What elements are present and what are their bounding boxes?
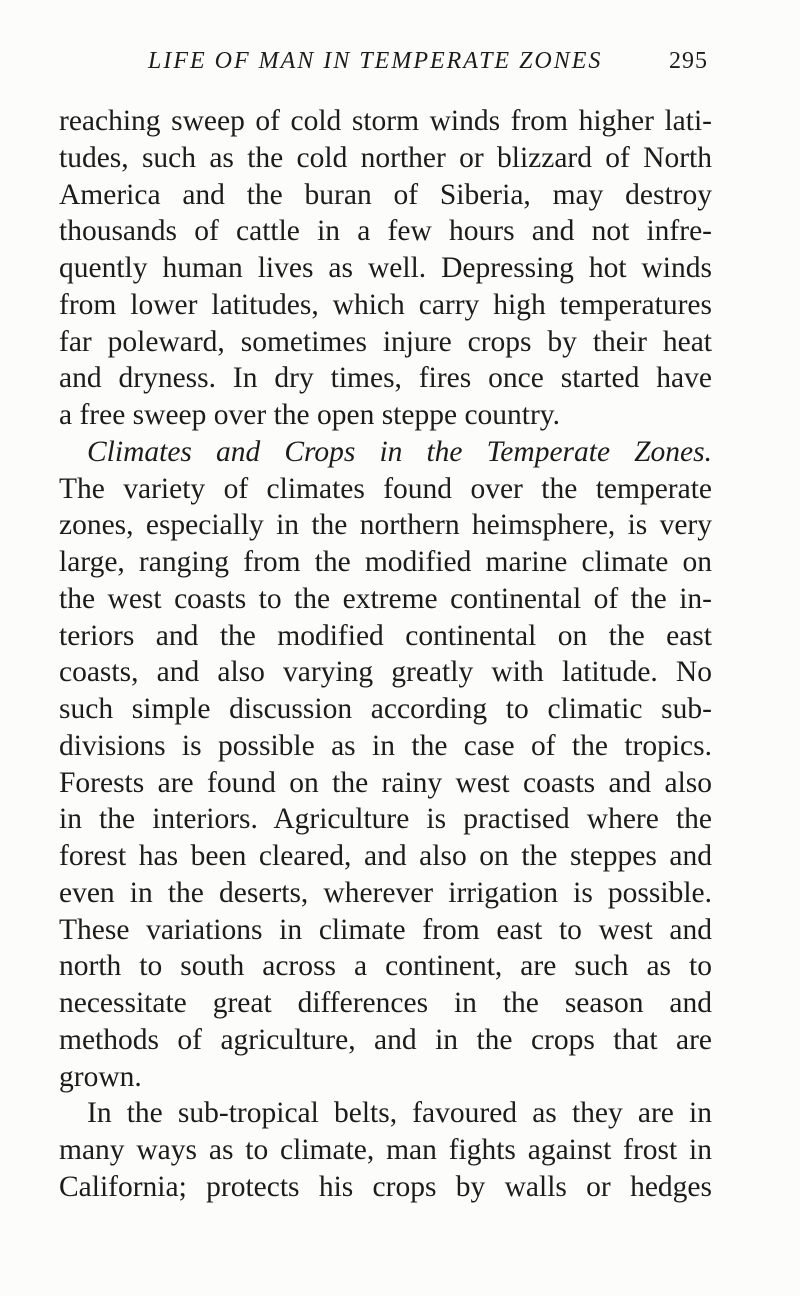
text-line: and dryness. In dry times, fires once started have <box>59 362 712 395</box>
page-number: 295 <box>669 48 708 74</box>
text-line: quently human lives as well. Depressing hot winds <box>59 252 712 284</box>
text-line: such simple discussion according to climatic sub- <box>59 693 712 725</box>
text-line: a free sweep over the open steppe country. <box>59 399 561 431</box>
text-line: Forests are found on the rainy west coasts and also <box>59 766 712 799</box>
text-line: the west coasts to the extreme continental of the in- <box>59 582 712 615</box>
text-line: forest has been cleared, and also on the steppes and <box>59 840 712 872</box>
section-heading-line <box>59 434 712 471</box>
text-line: large, ranging from the modified marine climate on <box>59 546 712 578</box>
section-heading: Climates and Crops in the Temperate Zones. <box>87 435 712 468</box>
text-line: from lower latitudes, which carry high temperatures <box>59 288 712 321</box>
text-line: grown. <box>59 1060 142 1093</box>
text-line: divisions is possible as in the case of the tropics. <box>59 729 712 762</box>
text-line: necessitate great differences in the season and <box>59 987 712 1019</box>
text-line: America and the buran of Siberia, may destroy <box>59 178 712 211</box>
text-line: These variations in climate from east to west and <box>59 913 712 946</box>
text-line: coasts, and also varying greatly with latitude. No <box>59 656 712 689</box>
text-line: tudes, such as the cold norther or blizzard of North <box>59 141 712 174</box>
text-line: The variety of climates found over the temperate <box>59 472 712 505</box>
text-line: in the interiors. Agriculture is practised where the <box>59 803 712 836</box>
text-line: far poleward, sometimes injure crops by their heat <box>59 325 712 358</box>
running-header <box>148 48 708 75</box>
text-line: California; protects his crops by walls or hedges <box>59 1170 712 1203</box>
running-title: LIFE OF MAN IN TEMPERATE ZONES <box>148 48 603 74</box>
text-line: thousands of cattle in a few hours and not infre- <box>59 215 712 248</box>
text-line: even in the deserts, wherever irrigation is possible. <box>59 876 712 909</box>
text-line: reaching sweep of cold storm winds from higher lati- <box>59 105 712 137</box>
text-line: north to south across a continent, are such as to <box>59 950 712 983</box>
text-line: In the sub-tropical belts, favoured as they are in <box>87 1097 712 1130</box>
text-line: methods of agriculture, and in the crops that are <box>59 1023 712 1056</box>
text-line: teriors and the modified continental on the east <box>59 619 712 652</box>
text-line: many ways as to climate, man fights against frost in <box>59 1134 712 1166</box>
text-line: zones, especially in the northern heimsphere, is very <box>59 509 712 542</box>
body-text <box>59 103 712 1206</box>
